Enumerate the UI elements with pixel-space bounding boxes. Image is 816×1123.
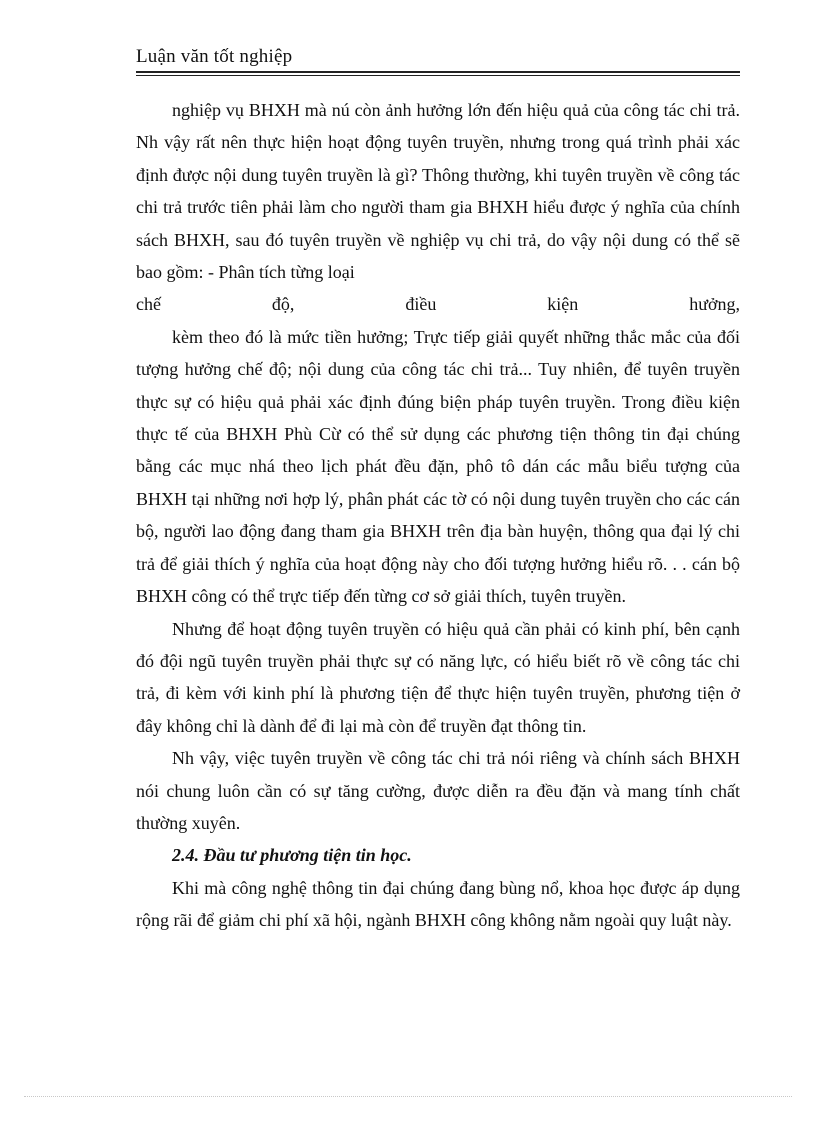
page-header-title: Luận văn tốt nghiệp bbox=[136, 46, 293, 67]
paragraph-1: nghiệp vụ BHXH mà nú còn ảnh hưởng lớn đến hiệu quả của công tác chi trả. Nh vậy rất nên thực hiện hoạt động tuyên truyền, nhưng trong quá trình phải xác định được nội dung tuyên truyền là gì? Thông thường, khi tuyên truyền về công tác chi trả trước tiên phải làm cho người tham gia BHXH hiểu được ý nghĩa của chính sách BHXH, sau đó tuyên truyền về nghiệp vụ chi trả, do vậy nội dung có thể sẽ bao gồm: - Phân tích từng loại bbox=[136, 100, 740, 283]
document-body bbox=[136, 94, 740, 937]
paragraph-4: Nh vậy, việc tuyên truyền về công tác chi trả nói riêng và chính sách BHXH nói chung luôn cần có sự tăng cường, được diễn ra đều đặn và mang tính chất thường xuyên. bbox=[136, 748, 740, 833]
section-heading: 2.4. Đầu tư phương tiện tin học. bbox=[172, 845, 412, 866]
paragraph-5: Khi mà công nghệ thông tin đại chúng đang bùng nổ, khoa học được áp dụng rộng rãi để giảm chi phí xã hội, ngành BHXH công không nằm ngoài quy luật này. bbox=[136, 877, 740, 931]
paragraph-2: kèm theo đó là mức tiền hưởng; Trực tiếp giải quyết những thắc mắc của đối tượng hưởng chế độ; nội dung của công tác chi trả... Tuy nhiên, để tuyên truyền thực sự có hiệu quả phải xác định đúng biện pháp tuyên truyền. Trong điều kiện thực tế của BHXH Phù Cừ có thể sử dụng các phương tiện thông tin đại chúng bằng các mục nhá theo lịch phát đều đặn, phô tô dán các mẫu biểu tượng của BHXH tại những nơi hợp lý, phân phát các tờ có nội dung tuyên truyền cho các cán bộ, người lao động đang tham gia BHXH trên địa bàn huyện, thông qua đại lý chi trả để giải thích ý nghĩa của hoạt động này cho đối tượng hưởng hiểu rõ. . . cán bộ BHXH công có thể trực tiếp đến từng cơ sở giải thích, tuyên truyền. bbox=[136, 326, 740, 607]
paragraph-3: Nhưng để hoạt động tuyên truyền có hiệu quả cần phải có kinh phí, bên cạnh đó đội ngũ tuyên truyền phải thực sự có năng lực, có hiểu biết rõ về công tác chi trả, đi kèm với kinh phí là phương tiện để thực hiện tuyên truyền, phương tiện ở đây không chỉ là dành để đi lại mà còn để truyền đạt thông tin. bbox=[136, 618, 740, 736]
paragraph-1-last-line: chế độ, điều kiện hưởng, bbox=[136, 294, 740, 315]
header-rule-thick bbox=[136, 71, 740, 73]
page-bottom-border bbox=[24, 1096, 792, 1097]
header-rule-thin bbox=[136, 75, 740, 76]
